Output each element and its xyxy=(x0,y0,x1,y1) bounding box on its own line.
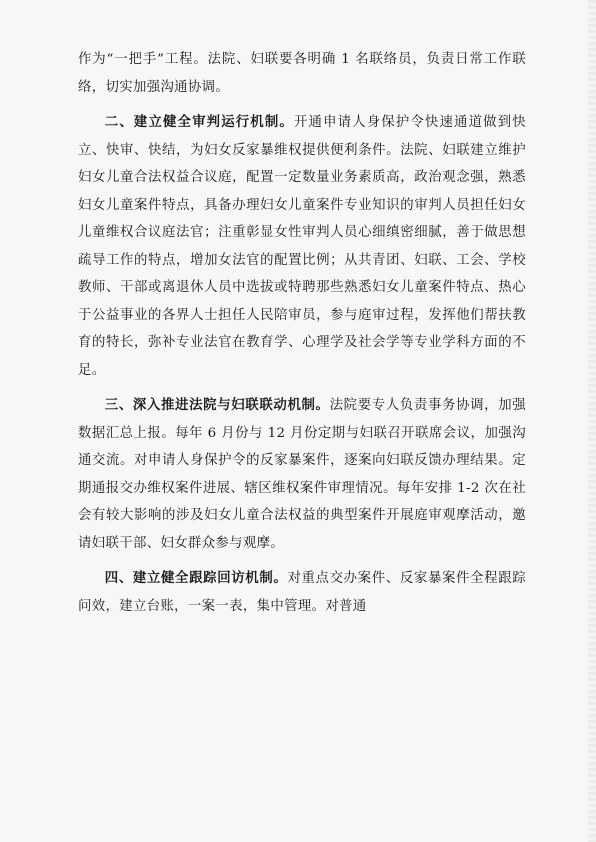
paragraph-trial-mechanism xyxy=(78,109,526,384)
scan-edge-artifact xyxy=(588,0,596,842)
paragraph-intro-continued xyxy=(78,46,526,101)
section-heading: 四、建立健全跟踪回访机制。 xyxy=(104,570,288,586)
paragraph-followup-mechanism xyxy=(78,565,526,620)
paragraph-text: 开通申请人身保护令快速通道做到快立、快审、快结，为妇女反家暴维权提供便利条件。法院、妇联建立维护妇女儿童合法权益合议庭，配置一定数量业务素质高，政治观念强，熟悉妇女儿童案件特点，具备办理妇女儿童案件专业知识的审判人员担任妇女儿童维权合议庭法官；注重彰显女性审判人员心细缜密细腻，善于做思想疏导工作的特点，增加女法官的配置比例；从共青团、妇联、工会、学校教师、干部或离退休人员中选拔或特聘那些熟悉妇女儿童案件特点、热心于公益事业的各界人士担任人民陪审员，参与庭审过程，发挥他们帮扶教育的特长，弥补专业法官在教育学、心理学及社会学等专业学科方面的不足。 xyxy=(78,115,526,378)
section-heading: 三、深入推进法院与妇联联动机制。 xyxy=(104,397,330,413)
document-body xyxy=(78,46,526,620)
paragraph-linkage-mechanism xyxy=(78,392,526,557)
paragraph-text: 对重点交办案件、反家暴案件全程跟踪问效，建立台账，一案一表，集中管理。对普通 xyxy=(78,571,526,614)
section-heading: 二、建立健全审判运行机制。 xyxy=(104,114,294,130)
paragraph-text: 作为“一把手”工程。法院、妇联要各明确 1 名联络员，负责日常工作联络，切实加强沟通协调。 xyxy=(78,52,526,95)
paragraph-text: 法院要专人负责事务协调，加强数据汇总上报。每年 6 月份与 12 月份定期与妇联召开联席会议，加强沟通交流。对申请人身保护令的反家暴案件，逐案向妇联反馈办理结果。定期通报交办维权案件进展、辖区维权案件审理情况。每年安排 1-2 次在社会有较大影响的涉及妇女儿童合法权益的典型案件开展庭审观摩活动，邀请妇联干部、妇女群众参与观摩。 xyxy=(78,398,526,551)
